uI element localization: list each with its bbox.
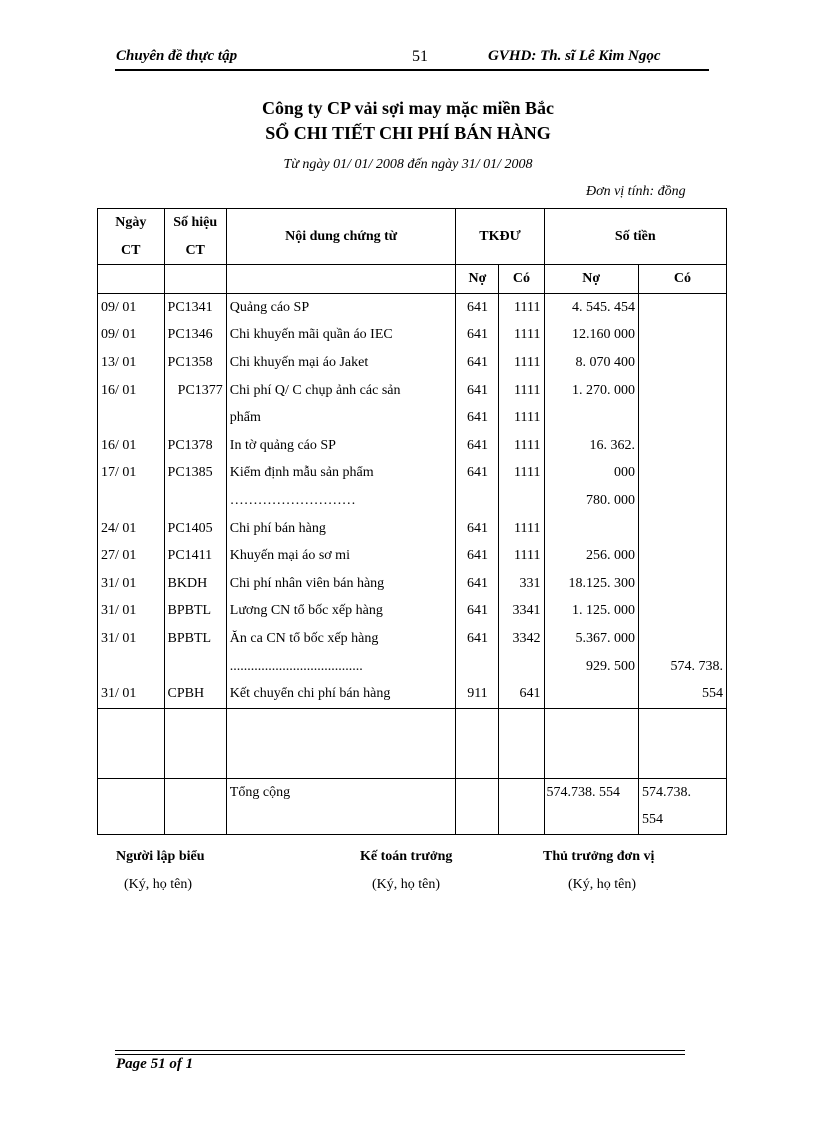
cell-date: 13/ 01 [98,349,165,377]
cell-doc-number [164,404,226,432]
cell-account-credit: 331 [499,570,544,598]
subheader-amount-credit: Có [638,265,726,294]
cell-content: In tờ quảng cáo SP [226,432,456,460]
cell-date: 17/ 01 [98,459,165,487]
ledger-spacer-row [98,708,727,778]
table-row [98,570,727,598]
cell-account-credit: 1111 [499,293,544,321]
cell-account-credit: 3342 [499,625,544,653]
cell-doc-number [164,487,226,515]
cell-content: Chi khuyến mại áo Jaket [226,349,456,377]
cell-account-debit: 641 [456,349,499,377]
subheader-account-debit: Nợ [456,265,499,294]
cell-date: 31/ 01 [98,570,165,598]
cell-account-debit [456,487,499,515]
header-left-label: Chuyên đề thực tập [116,48,238,64]
cell-amount-debit: 8. 070 400 [544,349,638,377]
cell-content: Kiểm định mẫu sản phẩm [226,459,456,487]
report-title: SỔ CHI TIẾT CHI PHÍ BÁN HÀNG [265,123,551,143]
cell-amount-credit [638,487,726,515]
subheader-empty [164,265,226,294]
cell-amount-credit [638,349,726,377]
cell-amount-credit [638,293,726,321]
expense-ledger-table [97,208,727,835]
cell-doc-number: PC1378 [164,432,226,460]
table-row [98,377,727,405]
signature-director-note: (Ký, họ tên) [568,877,637,892]
cell-amount-debit: 1. 125. 000 [544,597,638,625]
cell-account-debit: 641 [456,515,499,543]
cell-doc-number: PC1405 [164,515,226,543]
cell-account-credit: 1111 [499,515,544,543]
cell-amount-debit: 5.367. 000 [544,625,638,653]
table-row [98,653,727,681]
header-supervisor: GVHD: Th. sĩ Lê Kim Ngọc [488,48,661,64]
cell-doc-number: PC1377 [164,377,226,405]
cell-date: 27/ 01 [98,542,165,570]
cell-amount-debit: 18.125. 300 [544,570,638,598]
cell-account-credit: 3341 [499,597,544,625]
cell-account-credit: 1111 [499,321,544,349]
cell-amount-debit: 4. 545. 454 [544,293,638,321]
cell-account-debit: 641 [456,321,499,349]
cell-date: 31/ 01 [98,680,165,708]
cell-date: 24/ 01 [98,515,165,543]
table-row [98,487,727,515]
cell-account-credit [499,487,544,515]
cell-doc-number: BPBTL [164,625,226,653]
cell-account-credit [499,653,544,681]
cell-account-credit: 1111 [499,459,544,487]
cell-amount-debit [544,515,638,543]
cell-amount-credit [638,432,726,460]
cell-account-debit: 911 [456,680,499,708]
cell-content: phẩm [226,404,456,432]
cell-account-debit: 641 [456,404,499,432]
cell-account-credit: 1111 [499,377,544,405]
total-row [98,778,727,834]
total-label: Tổng cộng [226,778,456,834]
cell-amount-debit: 12.160 000 [544,321,638,349]
table-row [98,321,727,349]
company-name: Công ty CP vải sợi may mặc miền Bắc [262,98,554,118]
cell-account-debit: 641 [456,597,499,625]
cell-amount-debit: 16. 362. [544,432,638,460]
footer-divider [115,1050,685,1051]
cell-amount-debit [544,680,638,708]
cell-account-credit: 1111 [499,404,544,432]
table-row [98,432,727,460]
cell-doc-number: PC1358 [164,349,226,377]
cell-doc-number: PC1411 [164,542,226,570]
subheader-amount-debit: Nợ [544,265,638,294]
cell-date [98,653,165,681]
cell-account-debit: 641 [456,377,499,405]
cell-content: Quảng cáo SP [226,293,456,321]
cell-doc-number: BKDH [164,570,226,598]
cell-amount-credit [638,321,726,349]
cell-account-credit: 1111 [499,432,544,460]
cell-amount-credit [638,459,726,487]
header-date: Ngày CT [98,209,165,265]
cell-date: 09/ 01 [98,293,165,321]
cell-content: ...................................... [226,653,456,681]
cell-date: 31/ 01 [98,597,165,625]
header-doc-number: Số hiệu CT [164,209,226,265]
signature-director: Thủ trưởng đơn vị [543,849,655,864]
cell-amount-credit [638,515,726,543]
cell-content: Ăn ca CN tổ bốc xếp hàng [226,625,456,653]
cell-amount-credit: 574. 738. [638,653,726,681]
cell-content: Chi khuyến mãi quần áo IEC [226,321,456,349]
signature-chief-accountant: Kế toán trưởng [360,849,453,864]
cell-account-credit: 641 [499,680,544,708]
cell-account-credit: 1111 [499,542,544,570]
subheader-account-credit: Có [499,265,544,294]
table-row [98,625,727,653]
cell-account-credit: 1111 [499,349,544,377]
cell-content: Lương CN tổ bốc xếp hàng [226,597,456,625]
footer-page-label: Page 51 of 1 [116,1056,194,1072]
cell-content: Khuyến mại áo sơ mi [226,542,456,570]
table-row [98,597,727,625]
cell-amount-debit [544,404,638,432]
cell-content: ……………………… [226,487,456,515]
footer-divider [115,1054,685,1055]
cell-doc-number: CPBH [164,680,226,708]
cell-amount-credit [638,377,726,405]
cell-doc-number: PC1341 [164,293,226,321]
cell-amount-credit [638,597,726,625]
cell-content: Kết chuyển chi phí bán hàng [226,680,456,708]
header-content: Nội dung chứng từ [226,209,456,265]
cell-content: Chi phí bán hàng [226,515,456,543]
cell-amount-debit: 256. 000 [544,542,638,570]
cell-amount-debit: 929. 500 [544,653,638,681]
cell-account-debit: 641 [456,432,499,460]
cell-doc-number [164,653,226,681]
ledger-body [98,293,727,708]
cell-doc-number: PC1346 [164,321,226,349]
cell-account-debit: 641 [456,459,499,487]
cell-amount-credit [638,625,726,653]
cell-account-debit: 641 [456,542,499,570]
report-period: Từ ngày 01/ 01/ 2008 đến ngày 31/ 01/ 2008 [283,157,533,172]
subheader-empty [98,265,165,294]
header-divider [115,69,709,71]
table-row [98,459,727,487]
cell-amount-debit: 000 [544,459,638,487]
table-row [98,349,727,377]
cell-date: 16/ 01 [98,377,165,405]
table-row [98,404,727,432]
cell-amount-debit: 1. 270. 000 [544,377,638,405]
header-account: TKĐƯ [456,209,544,265]
table-row [98,680,727,708]
table-subheader-row [98,265,727,294]
currency-unit: Đơn vị tính: đồng [586,184,686,199]
cell-account-debit [456,653,499,681]
cell-date [98,487,165,515]
total-credit-amount: 574.738. 554 [638,778,726,834]
header-amount: Số tiền [544,209,727,265]
total-debit-amount: 574.738. 554 [544,778,638,834]
cell-date: 16/ 01 [98,432,165,460]
table-header-row [98,209,727,265]
cell-amount-credit [638,570,726,598]
cell-doc-number: BPBTL [164,597,226,625]
cell-doc-number: PC1385 [164,459,226,487]
table-row [98,542,727,570]
cell-amount-credit: 554 [638,680,726,708]
cell-date [98,404,165,432]
table-row [98,293,727,321]
subheader-empty [226,265,456,294]
cell-account-debit: 641 [456,625,499,653]
cell-amount-credit [638,542,726,570]
header-page-number: 51 [412,48,428,65]
table-row [98,515,727,543]
cell-account-debit: 641 [456,570,499,598]
cell-content: Chi phí Q/ C chụp ảnh các sản [226,377,456,405]
cell-date: 31/ 01 [98,625,165,653]
signature-preparer-note: (Ký, họ tên) [124,877,193,892]
cell-amount-debit: 780. 000 [544,487,638,515]
cell-content: Chi phí nhân viên bán hàng [226,570,456,598]
cell-account-debit: 641 [456,293,499,321]
cell-date: 09/ 01 [98,321,165,349]
signature-preparer: Người lập biểu [116,849,205,864]
cell-amount-credit [638,404,726,432]
signature-chief-accountant-note: (Ký, họ tên) [372,877,441,892]
